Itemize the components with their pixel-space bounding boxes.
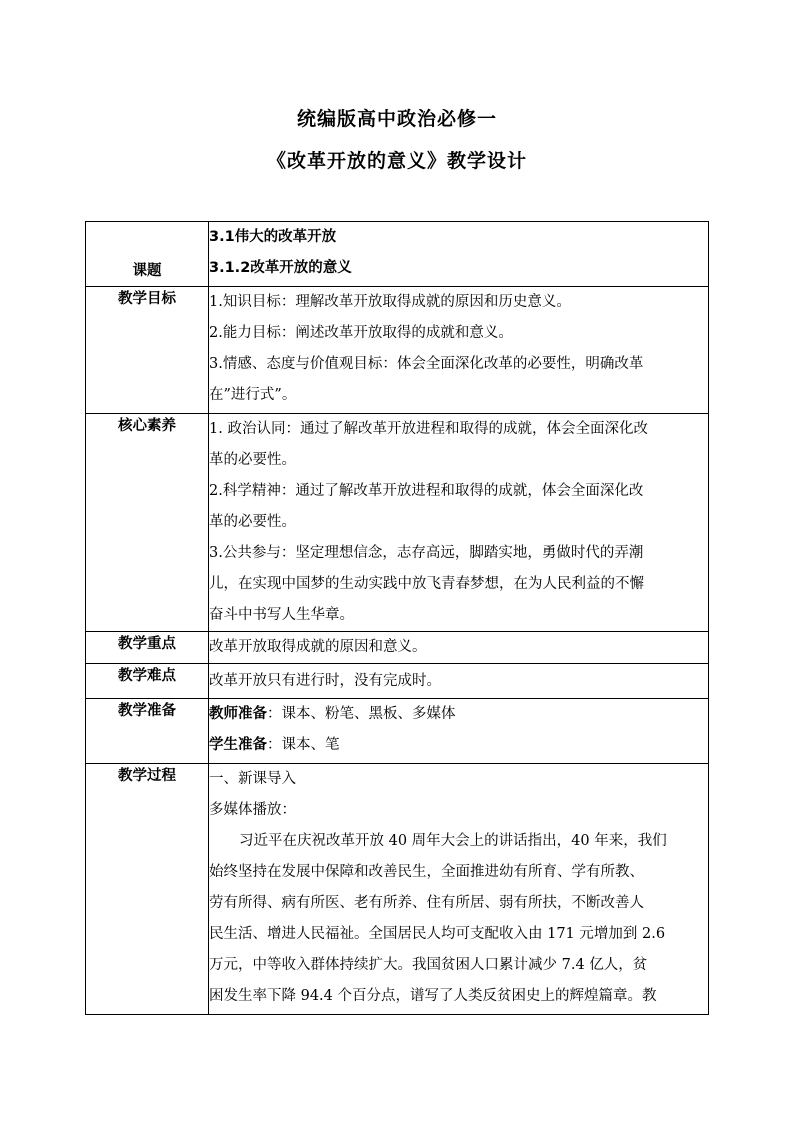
content-goals [209,287,709,414]
process-line: 万元，中等收入群体持续扩大。我国贫困人口累计减少 7.4 亿人，贫 [209,957,648,973]
student-preparation-label: 学生准备 [209,737,267,753]
difficulty-text: 改革开放只有进行时，没有完成时。 [209,673,441,689]
label-difficulty: 教学难点 [86,664,209,699]
goals-line: 2.能力目标：阐述改革开放取得的成就和意义。 [209,325,513,341]
literacy-line: 3.公共参与：坚定理想信念，志存高远，脚踏实地，勇做时代的弄潮 [209,545,644,561]
row-topic [86,222,709,287]
process-line: 困发生率下降 94.4 个百分点，谱写了人类反贫困史上的辉煌篇章。教 [209,988,657,1004]
row-preparation [86,699,709,764]
student-preparation [209,730,708,761]
teacher-preparation [209,699,708,730]
label-preparation: 教学准备 [86,699,209,764]
literacy-line: 2.科学精神：通过了解改革开放进程和取得的成就，体会全面深化改 [209,483,644,499]
topic-line: 3.1.2改革开放的意义 [209,260,352,276]
content-difficulty [209,664,709,699]
key-point-text: 改革开放取得成就的原因和意义。 [209,639,427,655]
row-key-point [86,632,709,664]
teacher-preparation-label: 教师准备 [209,706,267,722]
label-process: 教学过程 [86,764,209,1015]
process-line: 劳有所得、病有所医、老有所养、住有所居、弱有所扶，不断改善人 [209,895,644,911]
row-process [86,764,709,1015]
process-line: 习近平在庆祝改革开放 40 周年大会上的讲话指出，40 年来，我们 [239,833,667,849]
content-process [209,764,709,1015]
literacy-line: 奋斗中书写人生华章。 [209,607,354,623]
process-line: 民生活、增进人民福祉。全国居民人均可支配收入由 171 元增加到 2.6 [209,926,666,942]
goals-line: 1.知识目标：理解改革开放取得成就的原因和历史意义。 [209,294,571,310]
content-topic [209,222,709,287]
goals-line: 3.情感、态度与价值观目标：体会全面深化改革的必要性，明确改革 [209,356,644,372]
literacy-line: 革的必要性。 [209,452,296,468]
process-line: 多媒体播放： [209,802,296,818]
literacy-line: 儿，在实现中国梦的生动实践中放飞青春梦想，在为人民利益的不懈 [209,576,644,592]
process-line: 始终坚持在发展中保障和改善民生，全面推进幼有所育、学有所教、 [209,864,644,880]
topic-line: 3.1伟大的改革开放 [209,229,337,245]
label-literacy: 核心素养 [86,414,209,632]
literacy-line: 1. 政治认同：通过了解改革开放进程和取得的成就，体会全面深化改 [209,421,648,437]
goals-line: 在”进行式”。 [209,387,297,403]
content-preparation [209,699,709,764]
label-topic: 课题 [86,222,209,287]
label-goals: 教学目标 [86,287,209,414]
document-subtitle: 《改革开放的意义》教学设计 [266,150,527,172]
document-title: 统编版高中政治必修一 [296,108,497,130]
student-preparation-text: ：课本、笔 [267,737,340,753]
process-line: 一、新课导入 [209,771,296,787]
lesson-plan-table [85,221,709,1015]
content-literacy [209,414,709,632]
row-goals [86,287,709,414]
teacher-preparation-text: ：课本、粉笔、黑板、多媒体 [267,706,456,722]
row-literacy [86,414,709,632]
content-key-point [209,632,709,664]
row-difficulty [86,664,709,699]
label-key-point: 教学重点 [86,632,209,664]
literacy-line: 革的必要性。 [209,514,296,530]
